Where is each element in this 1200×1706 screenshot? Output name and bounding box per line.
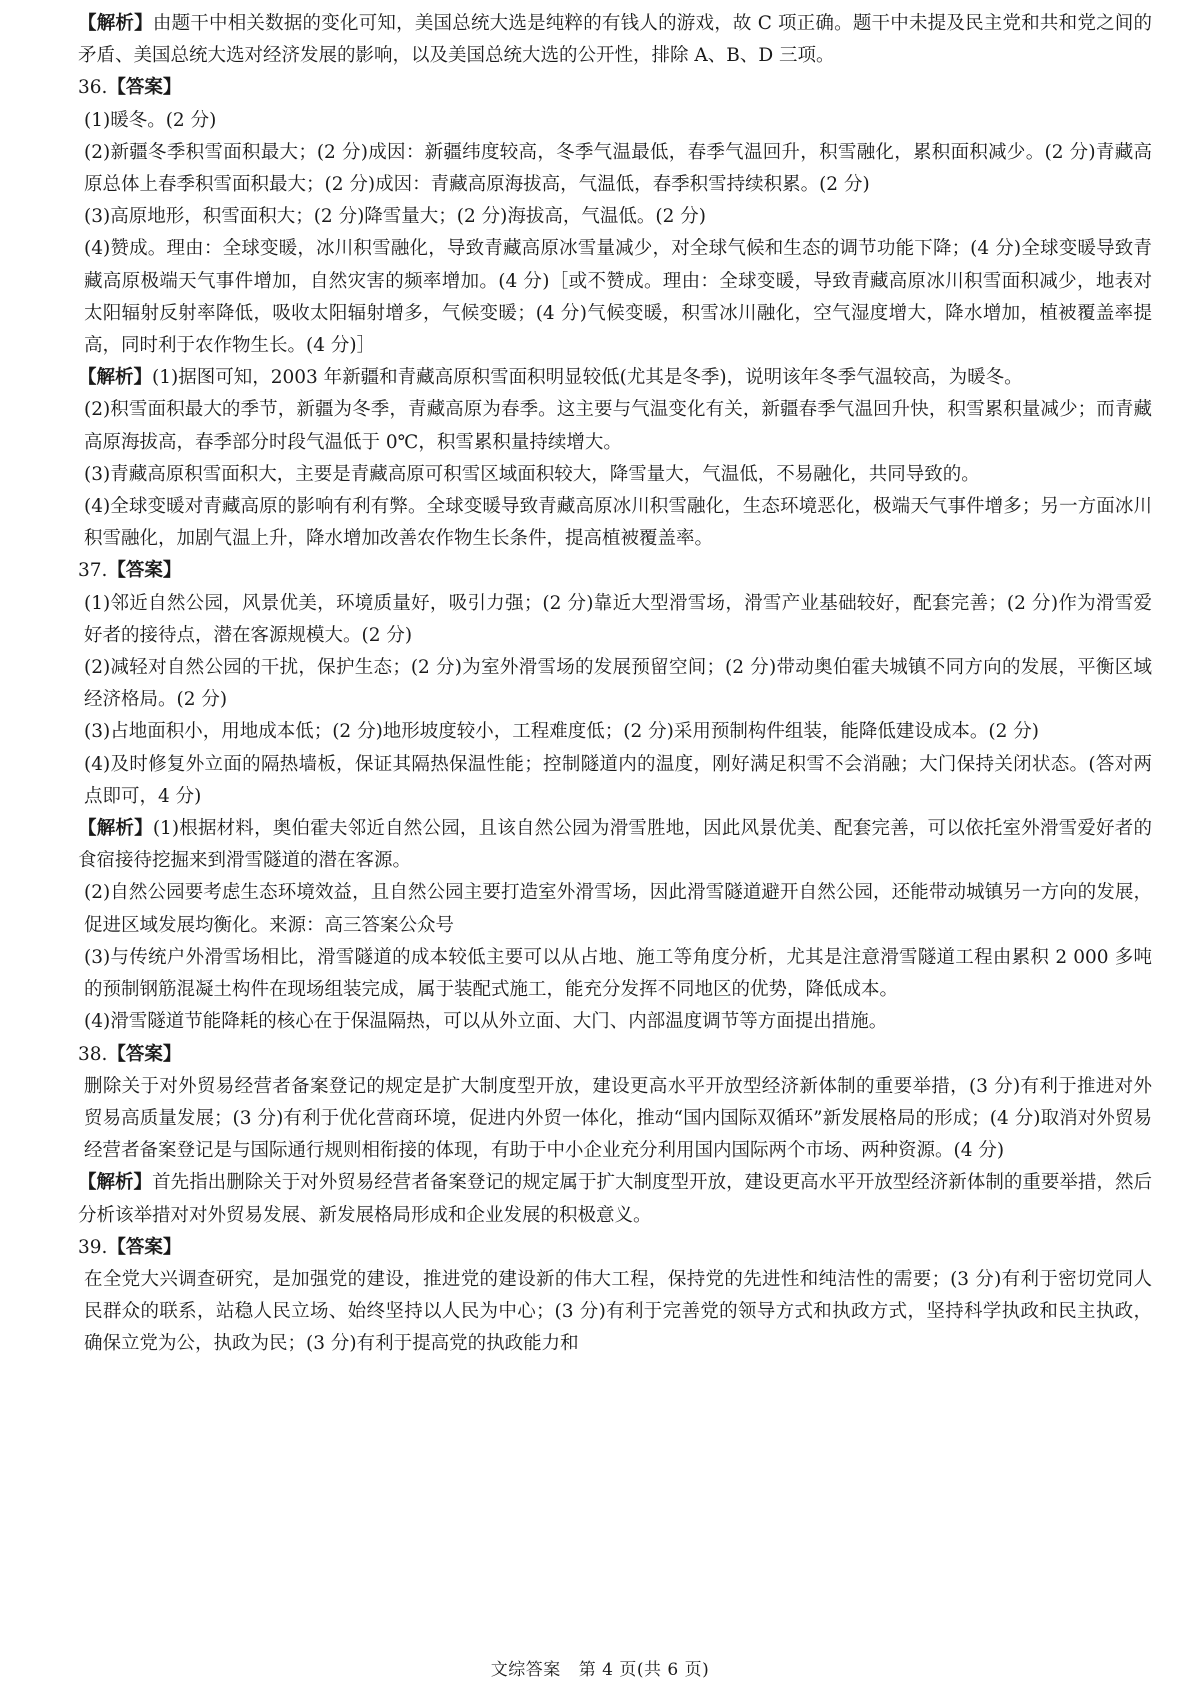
question-header bbox=[78, 72, 1152, 104]
answer-paragraph bbox=[84, 201, 1152, 233]
answer-paragraph bbox=[84, 491, 1152, 555]
question-number: 38. bbox=[78, 1043, 108, 1065]
paragraph-text: (4)赞成。理由：全球变暖，冰川积雪融化，导致青藏高原冰雪量减少，对全球气候和生态的调节功能下降；(4 分)全球变暖导致青藏高原极端天气事件增加，自然灾害的频率增加。(4 分)［或不赞成。理由：全球变暖，导致青藏高原冰川积雪面积减少，地表对太阳辐射反射率降低，吸收太阳辐射增多，气候变暖；(4 分)气候变暖，积雪冰川融化，空气湿度增大，降水增加，植被覆盖率提高，同时利于农作物生长。(4 分)］ bbox=[84, 238, 1152, 357]
answer-label: 【答案】 bbox=[107, 77, 182, 99]
paragraph-text: (4)及时修复外立面的隔热墙板，保证其隔热保温性能；控制隧道内的温度，刚好满足积雪不会消融；大门保持关闭状态。(答对两点即可，4 分) bbox=[84, 753, 1152, 807]
paragraph-text: (1)邻近自然公园，风景优美，环境质量好，吸引力强；(2 分)靠近大型滑雪场，滑雪产业基础较好，配套完善；(2 分)作为滑雪爱好者的接待点，潜在客源规模大。(2 分) bbox=[84, 592, 1152, 646]
answer-paragraph bbox=[84, 233, 1152, 362]
answer-paragraph bbox=[84, 588, 1152, 652]
answer-paragraph bbox=[84, 459, 1152, 491]
paragraph-text: (2)积雪面积最大的季节，新疆为冬季，青藏高原为春季。这主要与气温变化有关，新疆春季气温回升快，积雪累积量减少；而青藏高原海拔高，春季部分时段气温低于 0℃，积雪累积量持续增大。 bbox=[84, 399, 1152, 453]
analysis-label: 【解析】 bbox=[78, 367, 153, 389]
paragraph-text: 由题干中相关数据的变化可知，美国总统大选是纯粹的有钱人的游戏，故 C 项正确。题干中未提及民主党和共和党之间的矛盾、美国总统大选对经济发展的影响，以及美国总统大选的公开性，排除 A、B、D 三项。 bbox=[78, 13, 1152, 67]
paragraph-text: (3)高原地形，积雪面积大；(2 分)降雪量大；(2 分)海拔高，气温低。(2 分) bbox=[84, 206, 706, 228]
paragraph-text: 删除关于对外贸易经营者备案登记的规定是扩大制度型开放，建设更高水平开放型经济新体制的重要举措，(3 分)有利于推进对外贸易高质量发展；(3 分)有利于优化营商环境，促进内外贸一体化，推动“国内国际双循环”新发展格局的形成；(4 分)取消对外贸易经营者备案登记是与国际通行规则相衔接的体现，有助于中小企业充分利用国内国际两个市场、两种资源。(4 分) bbox=[84, 1075, 1152, 1162]
answer-paragraph bbox=[84, 652, 1152, 716]
question-header bbox=[78, 1039, 1152, 1071]
paragraph-text: (3)青藏高原积雪面积大，主要是青藏高原可积雪区域面积较大，降雪量大，气温低，不易融化，共同导致的。 bbox=[84, 463, 980, 485]
answer-paragraph bbox=[84, 716, 1152, 748]
analysis-paragraph bbox=[78, 813, 1152, 877]
question-number: 36. bbox=[78, 77, 108, 99]
paragraph-text: (2)新疆冬季积雪面积最大；(2 分)成因：新疆纬度较高，冬季气温最低，春季气温回升，积雪融化，累积面积减少。(2 分)青藏高原总体上春季积雪面积最大；(2 分)成因：青藏高原海拔高，气温低，春季积雪持续积累。(2 分) bbox=[84, 141, 1152, 196]
answer-paragraph bbox=[84, 137, 1152, 201]
paragraph-text: (1)据图可知，2003 年新疆和青藏高原积雪面积明显较低(尤其是冬季)，说明该年冬季气温较高，为暖冬。 bbox=[152, 367, 1023, 389]
question-header bbox=[78, 555, 1152, 587]
paragraph-text: (1)根据材料，奥伯霍夫邻近自然公园，且该自然公园为滑雪胜地，因此风景优美、配套完善，可以依托室外滑雪爱好者的食宿接待挖掘来到滑雪隧道的潜在客源。 bbox=[78, 818, 1152, 872]
answer-paragraph bbox=[84, 942, 1152, 1006]
page-footer bbox=[0, 1658, 1200, 1682]
answer-paragraph bbox=[84, 394, 1152, 458]
paragraph-text: (3)占地面积小，用地成本低；(2 分)地形坡度较小，工程难度低；(2 分)采用预制构件组装，能降低建设成本。(2 分) bbox=[84, 721, 1039, 743]
answer-label: 【答案】 bbox=[107, 560, 182, 582]
answer-paragraph bbox=[84, 1006, 1152, 1038]
analysis-paragraph bbox=[78, 362, 1152, 394]
paragraph-text: (2)减轻对自然公园的干扰，保护生态；(2 分)为室外滑雪场的发展预留空间；(2 分)带动奥伯霍夫城镇不同方向的发展，平衡区域经济格局。(2 分) bbox=[84, 657, 1152, 711]
answer-paragraph bbox=[84, 1071, 1152, 1168]
answer-paragraph bbox=[84, 105, 1152, 137]
footer-page-number: 第 4 页(共 6 页) bbox=[578, 1660, 710, 1680]
answer-label: 【答案】 bbox=[107, 1043, 182, 1065]
paragraph-text: (1)暖冬。(2 分) bbox=[84, 109, 217, 131]
question-number: 37. bbox=[78, 560, 108, 582]
analysis-paragraph bbox=[78, 1167, 1152, 1231]
paragraph-text: (2)自然公园要考虑生态环境效益，且自然公园主要打造室外滑雪场，因此滑雪隧道避开自然公园，还能带动城镇另一方向的发展，促进区域发展均衡化。来源：高三答案公众号 bbox=[84, 882, 1152, 936]
analysis-label: 【解析】 bbox=[78, 13, 153, 34]
paragraph-text: (3)与传统户外滑雪场相比，滑雪隧道的成本较低主要可以从占地、施工等角度分析，尤其是注意滑雪隧道工程由累积 2 000 多吨的预制钢筋混凝土构件在现场组装完成，属于装配式施工，能充分发挥不同地区的优势，降低成本。 bbox=[84, 946, 1152, 1001]
answer-paragraph bbox=[84, 749, 1152, 813]
paragraph-text: 首先指出删除关于对外贸易经营者备案登记的规定属于扩大制度型开放，建设更高水平开放型经济新体制的重要举措，然后分析该举措对对外贸易发展、新发展格局形成和企业发展的积极意义。 bbox=[78, 1172, 1152, 1226]
answer-label: 【答案】 bbox=[107, 1236, 182, 1258]
question-number: 39. bbox=[78, 1236, 108, 1258]
analysis-paragraph bbox=[78, 8, 1152, 72]
analysis-label: 【解析】 bbox=[78, 818, 153, 840]
answer-paragraph bbox=[84, 1264, 1152, 1361]
question-header bbox=[78, 1232, 1152, 1264]
paragraph-text: (4)全球变暖对青藏高原的影响有利有弊。全球变暖导致青藏高原冰川积雪融化，生态环境恶化，极端天气事件增多；另一方面冰川积雪融化，加剧气温上升，降水增加改善农作物生长条件，提高植被覆盖率。 bbox=[84, 496, 1152, 550]
footer-subject: 文综答案 bbox=[490, 1660, 561, 1680]
answer-paragraph bbox=[84, 877, 1152, 941]
answer-content bbox=[78, 8, 1152, 1361]
paragraph-text: 在全党大兴调查研究，是加强党的建设，推进党的建设新的伟大工程，保持党的先进性和纯洁性的需要；(3 分)有利于密切党同人民群众的联系，站稳人民立场、始终坚持以人民为中心；(3 分)有利于完善党的领导方式和执政方式，坚持科学执政和民主执政，确保立党为公，执政为民；(3 分)有利于提高党的执政能力和 bbox=[84, 1268, 1152, 1355]
paragraph-text: (4)滑雪隧道节能降耗的核心在于保温隔热，可以从外立面、大门、内部温度调节等方面提出措施。 bbox=[84, 1011, 888, 1033]
analysis-label: 【解析】 bbox=[78, 1172, 153, 1194]
